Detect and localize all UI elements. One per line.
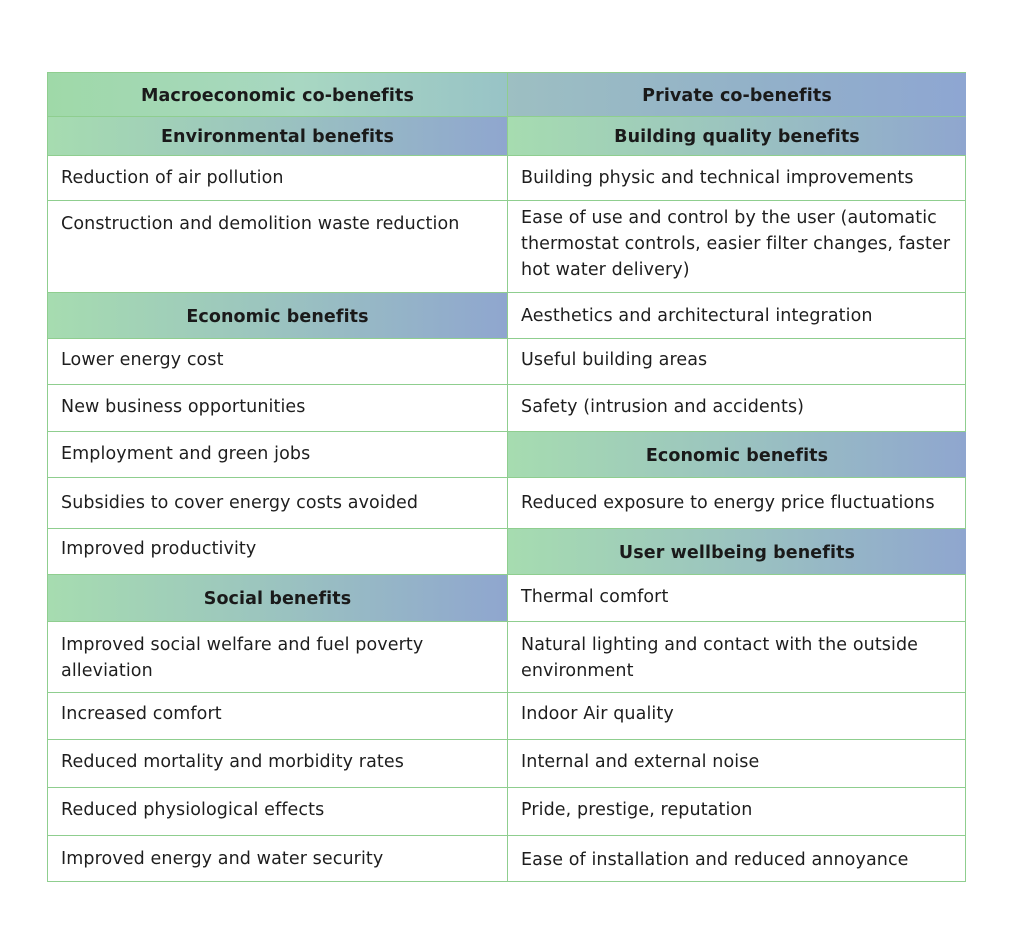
table-cell: Indoor Air quality [508,693,966,740]
macroeconomic-column [48,73,507,881]
table-cell: Subsidies to cover energy costs avoided [48,478,507,529]
table-cell: Reduced mortality and morbidity rates [48,740,507,788]
column-header-private [508,73,966,117]
table-cell: Aesthetics and architectural integration [508,293,966,339]
table-cell: Reduced exposure to energy price fluctuations [508,478,966,529]
table-cell: Pride, prestige, reputation [508,788,966,836]
table-cell: Safety (intrusion and accidents) [508,385,966,432]
section-header-private-economic [508,432,966,478]
table-cell: Construction and demolition waste reduction [48,201,507,293]
private-column [507,73,966,881]
table-cell: Building physic and technical improvements [508,156,966,201]
column-header-label: Macroeconomic co-benefits [141,85,414,106]
column-header-macroeconomic [48,73,507,117]
section-header-label: Environmental benefits [160,127,395,147]
section-header-social [48,575,507,622]
table-cell: Lower energy cost [48,339,507,385]
table-cell: Ease of use and control by the user (automatic thermostat controls, easier filter changes, faster hot water delivery) [508,201,966,293]
section-header-label: Economic benefits [645,445,829,466]
section-header-label: Social benefits [203,589,352,609]
table-cell: Increased comfort [48,693,507,740]
section-header-environmental [48,117,507,156]
section-header-building-quality [508,117,966,156]
table-cell: Improved energy and water security [61,849,384,869]
table-cell: Internal and external noise [508,740,966,788]
column-header-label: Private co-benefits [642,85,832,106]
table-cell: Ease of installation and reduced annoyance [521,850,909,870]
co-benefits-table [47,72,966,882]
section-header-label: Building quality benefits [614,127,860,147]
table-cell: Improved social welfare and fuel poverty alleviation [48,622,507,693]
section-header-user-wellbeing [508,529,966,575]
table-cell: New business opportunities [48,385,507,432]
table-cell: Thermal comfort [508,575,966,622]
table-cell: Useful building areas [508,339,966,385]
table-cell: Reduction of air pollution [48,156,507,201]
section-header-label: User wellbeing benefits [618,542,856,563]
table-cell: Employment and green jobs [48,432,507,478]
table-cell: Improved productivity [48,529,507,575]
section-header-label: Economic benefits [186,306,369,327]
table-cell: Reduced physiological effects [48,788,507,836]
section-header-economic [48,293,507,339]
table-cell: Natural lighting and contact with the outside environment [508,622,966,693]
